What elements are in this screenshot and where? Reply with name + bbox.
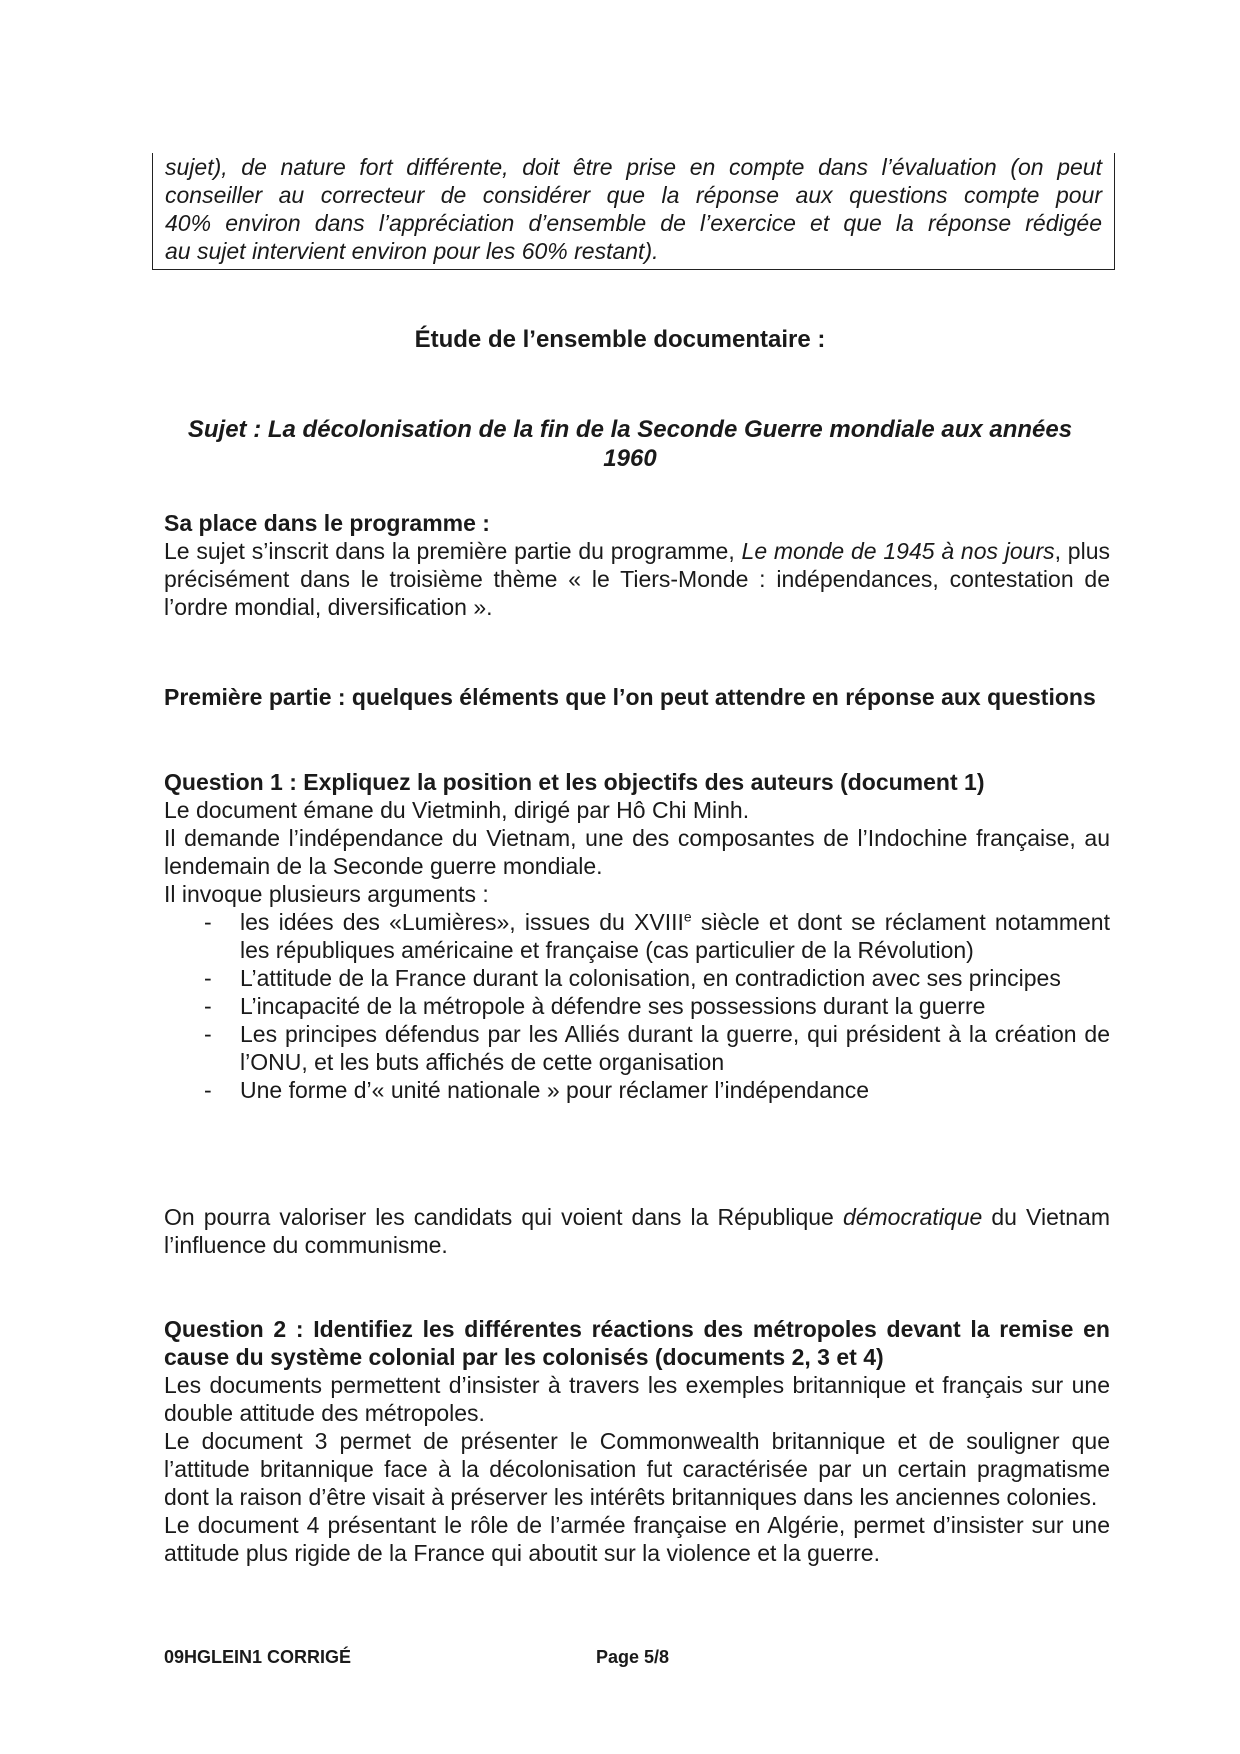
q1-note: On pourra valoriser les candidats qui voient dans la République démocratique du Vietnam l’influence du communisme.: [164, 1204, 1110, 1258]
list-item: - L’attitude de la France durant la colonisation, en contradiction avec ses principes: [204, 965, 1061, 991]
note-line-1: sujet), de nature fort différente, doit être prise en compte dans l’évaluation (on peut: [165, 154, 1102, 180]
list-item: - L’incapacité de la métropole à défendre ses possessions durant la guerre: [204, 993, 986, 1019]
note-line-2: conseiller au correcteur de considérer que la réponse aux questions compte pour: [165, 182, 1102, 208]
q2-paragraph-1: Les documents permettent d’insister à travers les exemples britannique et français sur une double attitude des métropoles.: [164, 1372, 1110, 1426]
evaluation-note-box: [152, 153, 1115, 270]
footer-page-number: Page 5/8: [596, 1647, 670, 1667]
list-item: - les idées des «Lumières», issues du XVIIIe siècle et dont se réclament notamment les républiques américaine et française (cas particulier de la Révolution): [204, 908, 1110, 963]
question-1-section: [164, 768, 1110, 1104]
q2-paragraph-3: Le document 4 présentant le rôle de l’armée française en Algérie, permet d’insister sur une attitude plus rigide de la France qui aboutit sur la violence et la guerre.: [164, 1512, 1110, 1566]
q1-argument-list: [164, 908, 1110, 1104]
subject-title: [170, 415, 1090, 473]
q1-paragraph-3: Il invoque plusieurs arguments :: [164, 881, 489, 907]
subject-line-1: Sujet : La décolonisation de la fin de la Seconde Guerre mondiale aux années: [187, 416, 1073, 443]
question-1-title: Question 1 : Expliquez la position et les objectifs des auteurs (document 1): [164, 769, 985, 795]
program-place-text: Le sujet s’inscrit dans la première partie du programme, Le monde de 1945 à nos jours, plus précisément dans le troisième thème « le Tiers-Monde : indépendances, contestation de l’ordre mondial, diversification ».: [164, 538, 1110, 620]
question-2-title: Question 2 : Identifiez les différentes réactions des métropoles devant la remise en cause du système colonial par les colonisés (documents 2, 3 et 4): [164, 1316, 1110, 1370]
note-line-3: 40% environ dans l’appréciation d’ensemble de l’exercice et que la réponse rédigée: [165, 210, 1102, 236]
q2-paragraph-2: Le document 3 permet de présenter le Commonwealth britannique et de souligner que l’attitude britannique face à la décolonisation fut caractérisée par un certain pragmatisme dont la raison d’être visait à préserver les intérêts britanniques dans les anciennes colonies.: [164, 1428, 1110, 1510]
part1-title: Première partie : quelques éléments que l’on peut attendre en réponse aux questions: [164, 684, 1096, 710]
section-heading: Étude de l’ensemble documentaire :: [414, 326, 826, 353]
q1-paragraph-2: Il demande l’indépendance du Vietnam, une des composantes de l’Indochine française, au lendemain de la Seconde guerre mondiale.: [164, 825, 1110, 879]
question-2-section: [164, 1315, 1110, 1567]
program-place-section: [164, 509, 1110, 621]
list-item: - Une forme d’« unité nationale » pour réclamer l’indépendance: [204, 1077, 870, 1103]
list-item: - Les principes défendus par les Alliés durant la guerre, qui président à la création de l’ONU, et les buts affichés de cette organisation: [204, 1021, 1110, 1075]
program-place-title: Sa place dans le programme :: [164, 510, 490, 536]
footer-code: 09HGLEIN1 CORRIGÉ: [164, 1647, 352, 1667]
subject-line-2: 1960: [603, 445, 657, 472]
q1-paragraph-1: Le document émane du Vietminh, dirigé par Hô Chi Minh.: [164, 797, 750, 823]
note-line-4: au sujet intervient environ pour les 60% restant).: [165, 238, 659, 264]
